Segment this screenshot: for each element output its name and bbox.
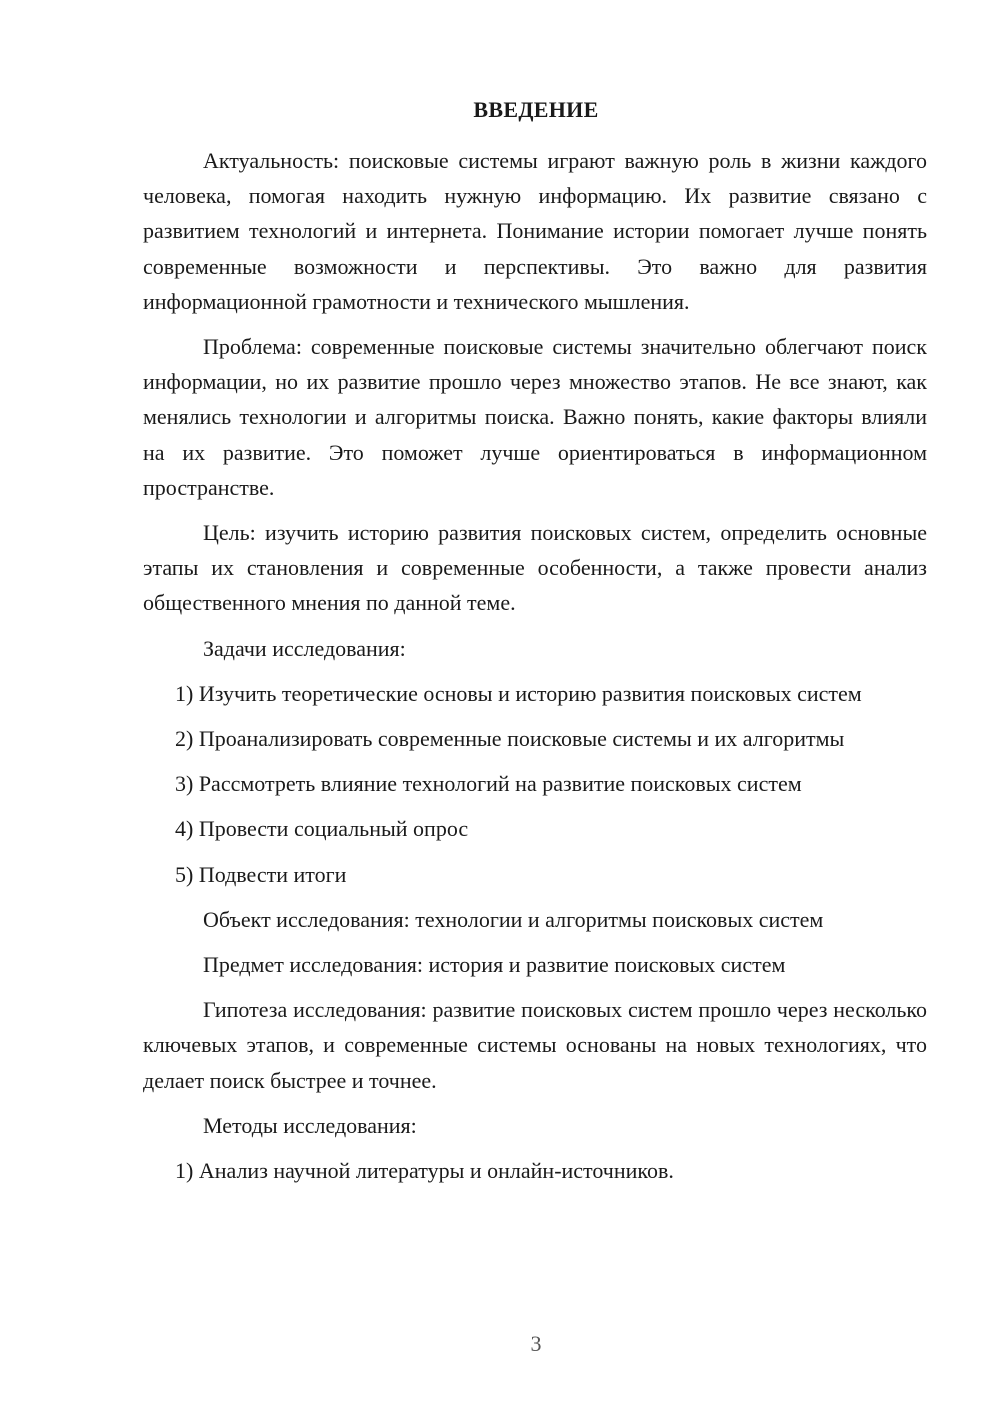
task-item-2: 2) Проанализировать современные поисковые системы и их алгоритмы (175, 726, 845, 752)
page-number: 3 (530, 1331, 542, 1356)
object-paragraph: Объект исследования: технологии и алгоритмы поисковых систем (203, 906, 824, 932)
problem-paragraph: Проблема: современные поисковые системы значительно облегчают поиск информации, но их развитие прошло через множество этапов. Не все знают, как менялись технологии и алгоритмы поиска. Важно понять, какие факторы влияли на их развитие. Это поможет лучше ориентироваться в информационном пространстве. (143, 334, 927, 500)
task-item-1: 1) Изучить теоретические основы и историю развития поисковых систем (175, 680, 862, 706)
method-item-1: 1) Анализ научной литературы и онлайн-источников. (175, 1158, 674, 1184)
relevance-paragraph: Актуальность: поисковые системы играют важную роль в жизни каждого человека, помогая находить нужную информацию. Их развитие связано с развитием технологий и интернета. Понимание истории помогает лучше понять современные возможности и перспективы. Это важно для развития информационной грамотности и технического мышления. (143, 148, 927, 314)
task-item-3: 3) Рассмотреть влияние технологий на развитие поисковых систем (175, 771, 802, 797)
goal-paragraph: Цель: изучить историю развития поисковых систем, определить основные этапы их становления и современные особенности, а также провести анализ общественного мнения по данной теме. (143, 520, 927, 616)
methods-heading: Методы исследования: (203, 1112, 417, 1138)
task-item-5: 5) Подвести итоги (175, 861, 347, 887)
page-heading: ВВЕДЕНИЕ (473, 97, 599, 122)
task-item-4: 4) Провести социальный опрос (175, 816, 469, 842)
subject-paragraph: Предмет исследования: история и развитие поисковых систем (203, 952, 786, 978)
body-text (143, 143, 927, 1188)
hypothesis-paragraph: Гипотеза исследования: развитие поисковых систем прошло через несколько ключевых этапов, и современные системы основаны на новых технологиях, что делает поиск быстрее и точнее. (143, 997, 927, 1093)
tasks-heading: Задачи исследования: (203, 635, 406, 661)
